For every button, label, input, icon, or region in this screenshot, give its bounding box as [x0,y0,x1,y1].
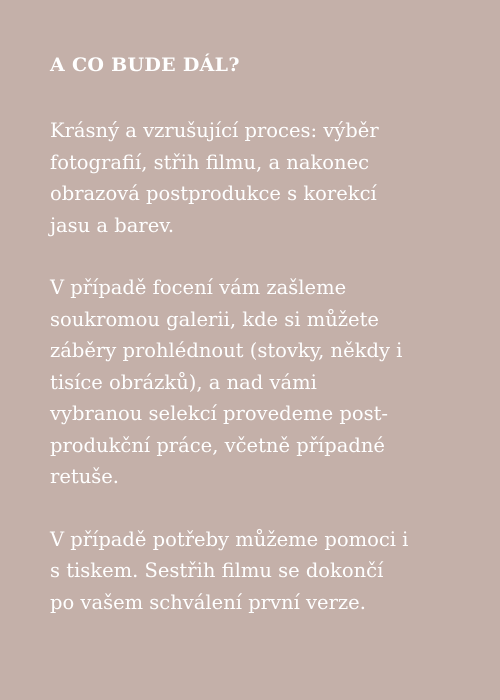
text-line: záběry prohlédnout (stovky, někdy i [50,339,403,362]
text-line: V případě focení vám zašleme [50,276,347,299]
paragraph-printing [50,524,476,619]
paragraph-process [50,115,476,241]
body-text [50,115,476,649]
text-line: V případě potřeby můžeme pomoci i [50,527,409,551]
text-line: Krásný a vzrušující proces: výběr [50,119,379,142]
text-line: soukromou galerii, kde si můžete [50,307,379,331]
text-line: vybranou selekcí provedeme post- [50,402,389,425]
text-line: produkční práce, včetně případné [50,433,385,457]
paragraph-gallery [50,272,476,493]
text-line: fotografií, střih filmu, a nakonec [50,150,370,174]
text-line: jasu a barev. [50,213,175,237]
section-title: A CO BUDE DÁL? [50,54,240,76]
text-line: retuše. [50,465,120,488]
text-line: s tiskem. Sestřih filmu se dokončí [50,559,384,582]
text-line: obrazová postprodukce s korekcí [50,182,377,205]
text-line: po vašem schválení první verze. [50,590,366,614]
text-line: tisíce obrázků), a nad vámi [50,370,317,394]
